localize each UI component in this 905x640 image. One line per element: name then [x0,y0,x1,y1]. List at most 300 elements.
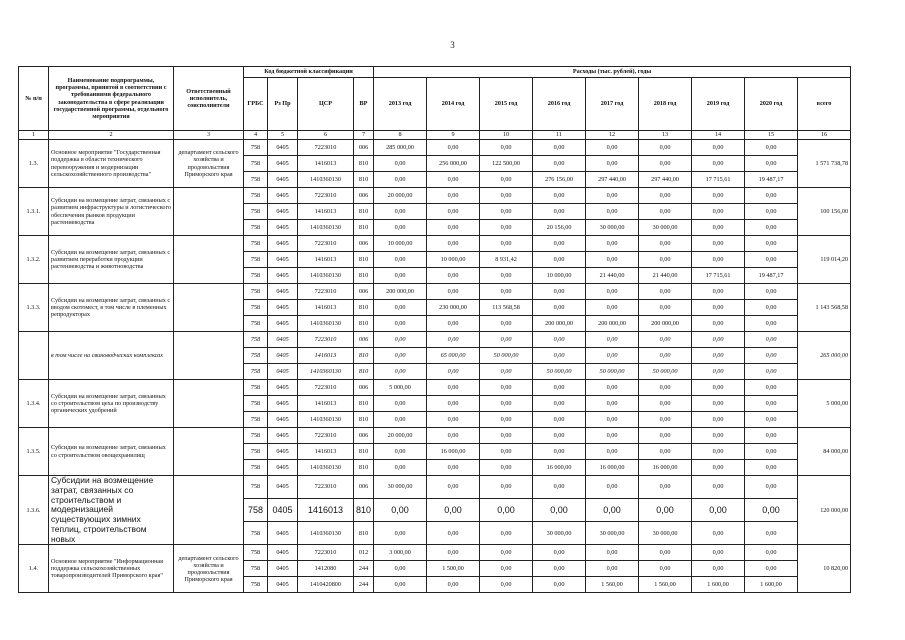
amount-cell: 20 000,00 [374,188,427,204]
amount-cell: 0,00 [586,332,639,348]
amount-cell: 17 715,61 [692,268,745,284]
budget-table [18,66,851,593]
code-cell: 0405 [268,380,298,396]
amount-cell: 200 000,00 [639,316,692,332]
code-cell: 810 [354,316,374,332]
code-cell: 810 [354,172,374,188]
code-cell: 0405 [268,577,298,593]
code-cell: 758 [244,444,268,460]
amount-cell: 0,00 [745,300,798,316]
amount-cell: 0,00 [745,522,798,545]
amount-cell: 0,00 [692,156,745,172]
code-cell: 006 [354,188,374,204]
responsible-executor [174,380,244,428]
code-cell: 758 [244,412,268,428]
code-cell: 758 [244,522,268,545]
column-number-cell: 7 [354,131,374,140]
code-cell: 0405 [268,284,298,300]
code-cell: 758 [244,364,268,380]
header-no: № п/п [19,67,49,131]
column-number-cell: 2 [49,131,174,140]
amount-cell: 0,00 [639,300,692,316]
amount-cell: 0,00 [533,300,586,316]
amount-cell: 0,00 [692,380,745,396]
amount-cell: 0,00 [374,460,427,476]
amount-cell: 200 000,00 [586,316,639,332]
column-number-cell: 4 [244,131,268,140]
code-cell: 758 [244,156,268,172]
activity-name: Субсидии на возмещение затрат, связанных с развитием переработки продукции растениеводства и животноводства [49,236,174,284]
amount-cell: 0,00 [745,252,798,268]
amount-cell: 0,00 [480,236,533,252]
code-cell: 758 [244,268,268,284]
code-cell: 758 [244,220,268,236]
header-2017: 2017 год [586,78,639,131]
amount-cell: 0,00 [374,412,427,428]
table-row [19,140,851,156]
amount-cell: 0,00 [745,188,798,204]
activity-name: Основное мероприятие "Государственная поддержка в области технического перевооружения и модернизации сельскохозяйственного производства" [49,140,174,188]
amount-cell: 0,00 [692,220,745,236]
amount-cell: 0,00 [692,252,745,268]
code-cell: 012 [354,545,374,561]
activity-name: Субсидии на возмещение затрат, связанных со строительством овощехранилищ [49,428,174,476]
code-cell: 7223010 [298,380,354,396]
code-cell: 0405 [268,332,298,348]
amount-cell: 0,00 [692,236,745,252]
code-cell: 1416013 [298,156,354,172]
responsible-executor: департамент сельского хозяйства и продовольствия Приморского края [174,545,244,593]
column-number-cell: 14 [692,131,745,140]
amount-cell: 0,00 [586,444,639,460]
amount-cell: 0,00 [427,522,480,545]
code-cell: 0405 [268,252,298,268]
responsible-executor [174,332,244,380]
amount-cell: 0,00 [533,396,586,412]
amount-cell: 0,00 [639,348,692,364]
code-cell: 758 [244,460,268,476]
amount-cell: 0,00 [480,444,533,460]
header-responsible: Ответственный исполнитель, соисполнители [174,67,244,131]
header-2015: 2015 год [480,78,533,131]
amount-cell: 0,00 [480,268,533,284]
amount-cell: 0,00 [745,460,798,476]
column-number-cell: 16 [798,131,851,140]
amount-cell: 0,00 [374,172,427,188]
amount-cell: 113 568,58 [480,300,533,316]
amount-cell: 0,00 [639,380,692,396]
amount-cell: 0,00 [480,188,533,204]
amount-cell: 0,00 [533,332,586,348]
code-cell: 758 [244,188,268,204]
code-cell: 758 [244,316,268,332]
code-cell: 0405 [268,476,298,499]
amount-cell: 19 487,17 [745,172,798,188]
activity-name: Основное мероприятие "Информационная поддержка сельскохозяйственных товаропроизводителей Приморского края" [49,545,174,593]
amount-cell: 21 440,00 [586,268,639,284]
code-cell: 810 [354,412,374,428]
amount-cell: 0,00 [427,476,480,499]
code-cell: 244 [354,577,374,593]
amount-cell: 285 000,00 [374,140,427,156]
amount-cell: 0,00 [692,444,745,460]
amount-cell: 0,00 [480,428,533,444]
code-cell: 006 [354,284,374,300]
row-number: 1.3.3. [19,284,49,332]
code-cell: 758 [244,236,268,252]
amount-cell: 0,00 [374,300,427,316]
code-cell: 006 [354,428,374,444]
amount-cell: 0,00 [639,545,692,561]
amount-cell: 0,00 [374,561,427,577]
amount-cell: 0,00 [427,140,480,156]
amount-cell: 0,00 [374,268,427,284]
code-cell: 758 [244,380,268,396]
amount-cell: 0,00 [480,284,533,300]
row-number: 1.3.5. [19,428,49,476]
code-cell: 0405 [268,172,298,188]
amount-cell: 0,00 [639,428,692,444]
amount-cell: 0,00 [533,236,586,252]
amount-cell: 0,00 [745,444,798,460]
amount-cell: 0,00 [639,156,692,172]
code-cell: 0405 [268,220,298,236]
amount-cell: 3 000,00 [374,545,427,561]
code-cell: 0405 [268,460,298,476]
amount-cell: 0,00 [480,396,533,412]
amount-cell: 0,00 [692,428,745,444]
row-number: 1.4. [19,545,49,593]
amount-cell: 0,00 [533,428,586,444]
amount-cell: 16 000,00 [639,460,692,476]
amount-cell: 0,00 [586,204,639,220]
amount-cell: 0,00 [374,220,427,236]
amount-cell: 0,00 [427,460,480,476]
amount-cell: 0,00 [745,396,798,412]
code-cell: 810 [354,268,374,284]
amount-cell: 0,00 [533,348,586,364]
amount-cell: 0,00 [745,204,798,220]
amount-cell: 0,00 [427,172,480,188]
amount-cell: 1 600,00 [745,577,798,593]
amount-cell: 0,00 [745,428,798,444]
header-2019: 2019 год [692,78,745,131]
amount-cell: 50 000,00 [533,364,586,380]
column-number-cell: 9 [427,131,480,140]
amount-cell: 0,00 [427,268,480,284]
amount-cell: 122 500,00 [480,156,533,172]
code-cell: 7223010 [298,284,354,300]
code-cell: 0405 [268,156,298,172]
amount-cell: 200 000,00 [374,284,427,300]
amount-cell: 0,00 [427,188,480,204]
amount-cell: 0,00 [745,316,798,332]
amount-cell: 0,00 [480,561,533,577]
code-cell: 1410360130 [298,172,354,188]
amount-cell: 50 000,00 [480,348,533,364]
amount-cell: 0,00 [480,140,533,156]
row-number: 1.3.2. [19,236,49,284]
amount-cell: 0,00 [639,444,692,460]
amount-cell: 0,00 [374,252,427,268]
amount-cell: 0,00 [480,412,533,428]
amount-cell: 0,00 [586,380,639,396]
amount-cell: 0,00 [745,545,798,561]
amount-cell: 0,00 [427,332,480,348]
code-cell: 1410420800 [298,577,354,593]
amount-cell: 0,00 [692,364,745,380]
amount-cell: 0,00 [533,561,586,577]
row-number: 1.3.4. [19,380,49,428]
table-row [19,428,851,444]
code-cell: 1416013 [298,252,354,268]
amount-cell: 0,00 [427,545,480,561]
amount-cell: 0,00 [374,156,427,172]
amount-cell: 0,00 [745,220,798,236]
code-cell: 810 [354,522,374,545]
code-cell: 1416013 [298,444,354,460]
responsible-executor: департамент сельского хозяйства и продовольствия Приморского края [174,140,244,188]
amount-cell: 0,00 [586,236,639,252]
amount-cell: 0,00 [639,332,692,348]
amount-cell: 30 000,00 [639,522,692,545]
amount-cell: 0,00 [427,428,480,444]
code-cell: 1416013 [298,300,354,316]
row-number [19,332,49,380]
code-cell: 0405 [268,444,298,460]
amount-cell: 297 440,00 [639,172,692,188]
amount-cell: 1 560,00 [639,577,692,593]
amount-cell: 30 000,00 [586,220,639,236]
code-cell: 0405 [268,499,298,522]
column-number-cell: 10 [480,131,533,140]
amount-cell: 0,00 [533,476,586,499]
amount-cell: 0,00 [533,284,586,300]
amount-cell: 0,00 [480,220,533,236]
amount-cell: 0,00 [692,188,745,204]
amount-cell: 0,00 [374,522,427,545]
amount-cell: 0,00 [639,396,692,412]
amount-cell: 0,00 [480,545,533,561]
code-cell: 1412080 [298,561,354,577]
code-cell: 810 [354,444,374,460]
amount-cell: 0,00 [427,220,480,236]
table-row [19,332,851,348]
amount-cell: 0,00 [692,316,745,332]
code-cell: 758 [244,545,268,561]
code-cell: 758 [244,204,268,220]
header-2020: 2020 год [745,78,798,131]
code-cell: 810 [354,220,374,236]
amount-cell: 0,00 [692,300,745,316]
code-cell: 758 [244,577,268,593]
amount-cell: 0,00 [533,188,586,204]
amount-cell: 0,00 [639,284,692,300]
amount-cell: 0,00 [639,140,692,156]
column-number-cell: 12 [586,131,639,140]
amount-cell: 19 487,17 [745,268,798,284]
activity-name: Субсидии на возмещение затрат, связанных с развитием инфраструктуры и логистического обеспечения рынков продукции растениеводства [49,188,174,236]
code-cell: 810 [354,204,374,220]
code-cell: 006 [354,332,374,348]
code-cell: 1410360130 [298,220,354,236]
amount-cell: 0,00 [745,140,798,156]
total-cell: 265 000,00 [798,332,851,380]
amount-cell: 200 000,00 [533,316,586,332]
amount-cell: 21 440,00 [639,268,692,284]
code-cell: 1410360130 [298,268,354,284]
code-cell: 0405 [268,204,298,220]
amount-cell: 0,00 [586,284,639,300]
header-2016: 2016 год [533,78,586,131]
amount-cell: 50 000,00 [586,364,639,380]
code-cell: 0405 [268,412,298,428]
amount-cell: 16 000,00 [427,444,480,460]
code-cell: 758 [244,332,268,348]
amount-cell: 0,00 [586,188,639,204]
amount-cell: 0,00 [533,380,586,396]
code-cell: 810 [354,396,374,412]
header-vr: ВР [354,78,374,131]
code-cell: 758 [244,252,268,268]
code-cell: 810 [354,499,374,522]
column-number-cell: 3 [174,131,244,140]
code-cell: 7223010 [298,140,354,156]
total-cell: 5 000,00 [798,380,851,428]
amount-cell: 0,00 [480,204,533,220]
code-cell: 758 [244,396,268,412]
code-cell: 1416013 [298,499,354,522]
amount-cell: 0,00 [692,561,745,577]
amount-cell: 30 000,00 [533,522,586,545]
amount-cell: 16 000,00 [533,460,586,476]
amount-cell: 0,00 [692,499,745,522]
activity-name: в том числе на свиноводческих комплексах [49,332,174,380]
amount-cell: 0,00 [374,577,427,593]
amount-cell: 0,00 [692,204,745,220]
amount-cell: 0,00 [427,412,480,428]
amount-cell: 30 000,00 [374,476,427,499]
amount-cell: 0,00 [374,444,427,460]
amount-cell: 0,00 [745,380,798,396]
code-cell: 0405 [268,545,298,561]
amount-cell: 0,00 [480,380,533,396]
amount-cell: 0,00 [480,522,533,545]
amount-cell: 0,00 [374,396,427,412]
code-cell: 0405 [268,300,298,316]
amount-cell: 0,00 [745,284,798,300]
column-number-cell: 15 [745,131,798,140]
code-cell: 0405 [268,396,298,412]
column-number-cell: 13 [639,131,692,140]
header-name: Наименование подпрограммы, программы, принятой в соответствии с требованиями федерального законодательства в сфере реализации государственной программы, отдельного мероприятия [49,67,174,131]
code-cell: 1416013 [298,204,354,220]
amount-cell: 0,00 [586,300,639,316]
amount-cell: 1 500,00 [427,561,480,577]
amount-cell: 0,00 [480,364,533,380]
row-number: 1.3. [19,140,49,188]
code-cell: 810 [354,364,374,380]
code-cell: 1410360130 [298,460,354,476]
header-expenses-group: Расходы (тыс. рублей), годы [374,67,851,78]
amount-cell: 0,00 [745,412,798,428]
amount-cell: 0,00 [745,499,798,522]
amount-cell: 0,00 [692,476,745,499]
amount-cell: 0,00 [427,284,480,300]
code-cell: 758 [244,348,268,364]
amount-cell: 0,00 [427,204,480,220]
code-cell: 0405 [268,348,298,364]
code-cell: 758 [244,476,268,499]
amount-cell: 0,00 [586,348,639,364]
amount-cell: 30 000,00 [639,220,692,236]
code-cell: 7223010 [298,545,354,561]
code-cell: 7223010 [298,476,354,499]
column-number-cell: 8 [374,131,427,140]
code-cell: 006 [354,476,374,499]
amount-cell: 0,00 [480,476,533,499]
code-cell: 810 [354,300,374,316]
amount-cell: 0,00 [533,545,586,561]
code-cell: 7223010 [298,188,354,204]
responsible-executor [174,284,244,332]
amount-cell: 0,00 [480,316,533,332]
code-cell: 758 [244,499,268,522]
amount-cell: 0,00 [533,412,586,428]
amount-cell: 0,00 [374,332,427,348]
amount-cell: 0,00 [586,252,639,268]
amount-cell: 0,00 [692,140,745,156]
code-cell: 810 [354,252,374,268]
activity-name: Субсидии на возмещение затрат, связанных с вводом скотомест, в том числе в племенных репродукторах [49,284,174,332]
code-cell: 7223010 [298,332,354,348]
code-cell: 810 [354,460,374,476]
code-cell: 0405 [268,364,298,380]
table-row [19,284,851,300]
column-number-cell: 1 [19,131,49,140]
amount-cell: 0,00 [586,156,639,172]
amount-cell: 0,00 [639,252,692,268]
code-cell: 1410360130 [298,412,354,428]
amount-cell: 0,00 [692,396,745,412]
amount-cell: 16 000,00 [586,460,639,476]
amount-cell: 0,00 [745,156,798,172]
responsible-executor [174,428,244,476]
header-csr: ЦСР [298,78,354,131]
amount-cell: 0,00 [692,412,745,428]
total-cell: 119 014,20 [798,236,851,284]
amount-cell: 65 000,00 [427,348,480,364]
amount-cell: 0,00 [427,364,480,380]
amount-cell: 0,00 [586,476,639,499]
activity-name: Субсидии на возмещение затрат, связанных со строительством и модернизацией существующих зимних теплиц, строительством новых [49,476,174,545]
amount-cell: 8 931,42 [480,252,533,268]
amount-cell: 0,00 [586,412,639,428]
code-cell: 0405 [268,428,298,444]
amount-cell: 10 000,00 [533,268,586,284]
code-cell: 006 [354,140,374,156]
amount-cell: 0,00 [533,499,586,522]
amount-cell: 0,00 [533,140,586,156]
amount-cell: 0,00 [745,332,798,348]
amount-cell: 0,00 [639,204,692,220]
table-row [19,236,851,252]
amount-cell: 50 000,00 [639,364,692,380]
amount-cell: 0,00 [692,522,745,545]
code-cell: 1410360130 [298,316,354,332]
code-cell: 1416013 [298,396,354,412]
total-cell: 84 000,00 [798,428,851,476]
